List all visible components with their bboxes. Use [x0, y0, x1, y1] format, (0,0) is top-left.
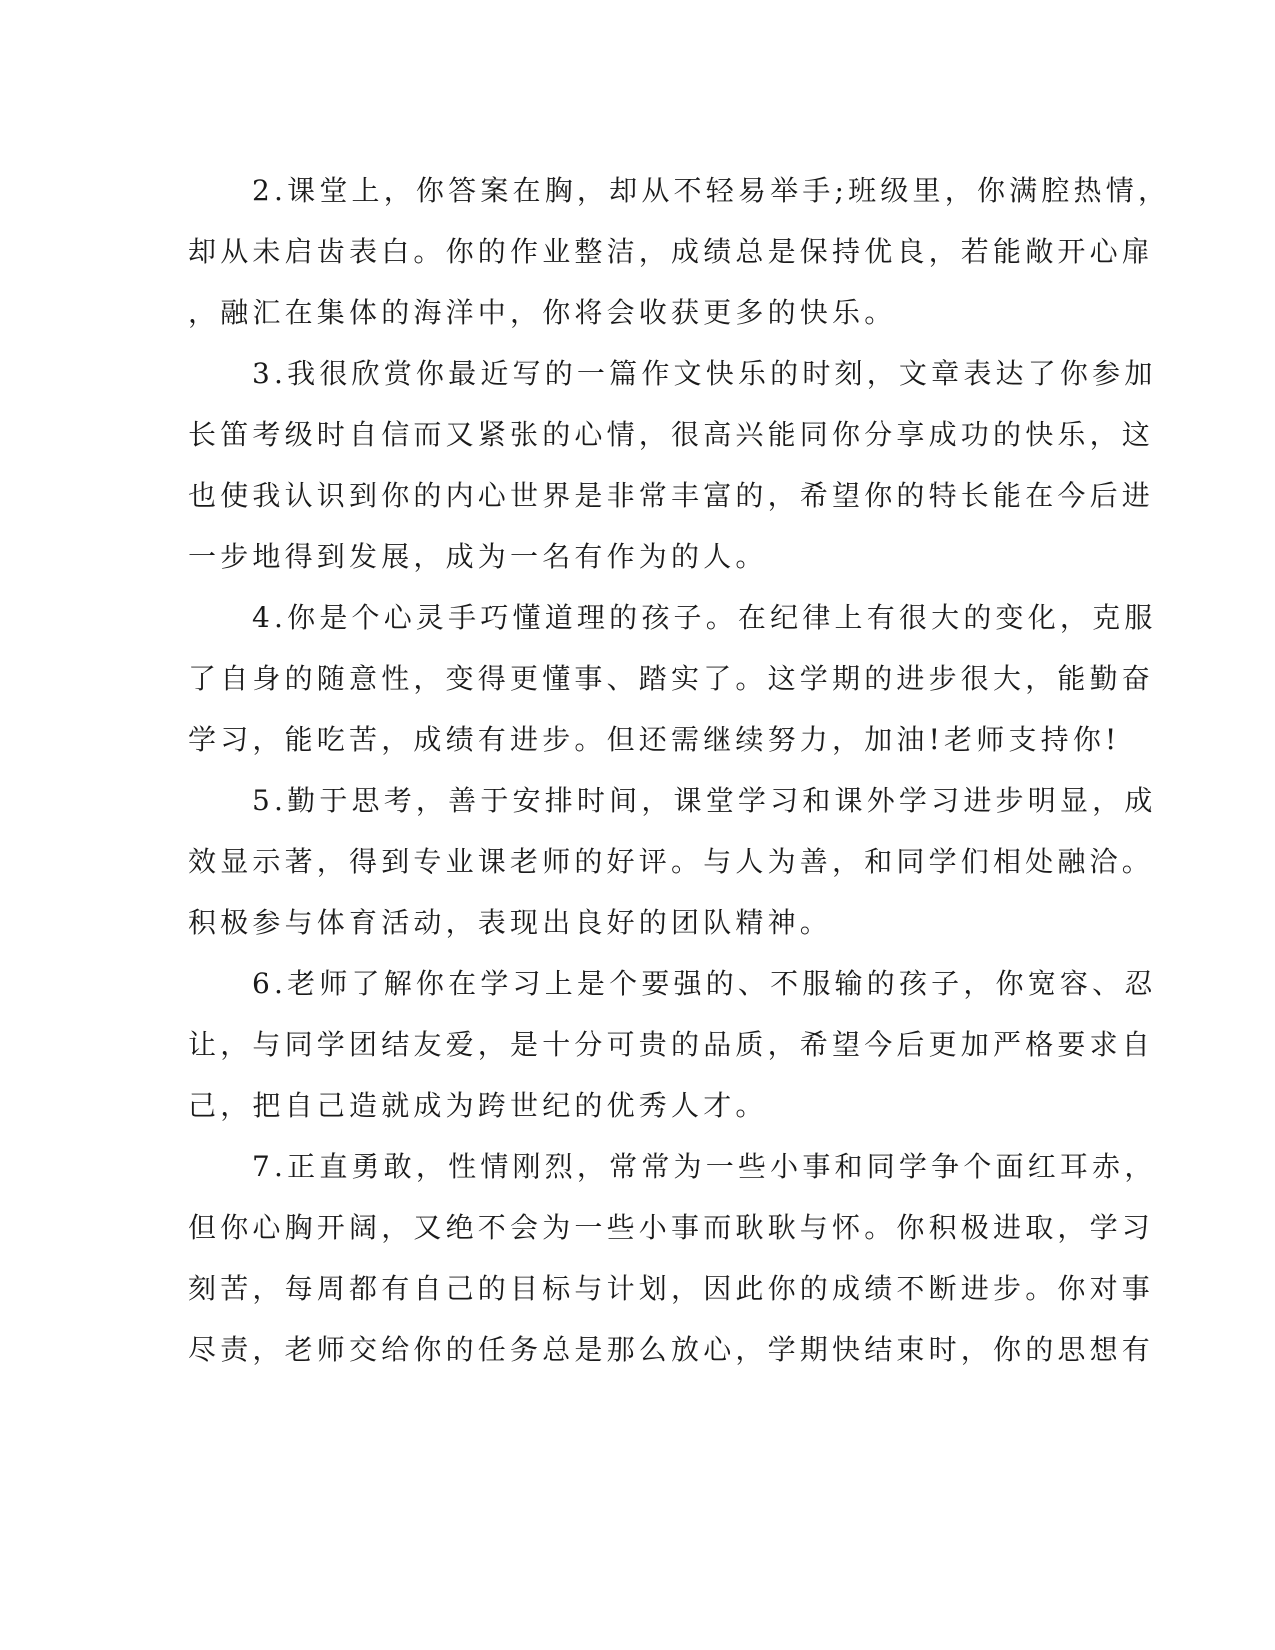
paragraph: [188, 953, 1157, 1136]
text-line: 学习，能吃苦，成绩有进步。但还需继续努力，加油!老师支持你!: [188, 723, 1121, 756]
text-line: 但你心胸开阔，又绝不会为一些小事而耿耿与怀。你积极进取，学习: [188, 1211, 1155, 1244]
paragraph: [188, 160, 1171, 343]
text-line: 刻苦，每周都有自己的目标与计划，因此你的成绩不断进步。你对事: [188, 1272, 1155, 1305]
text-line: 让，与同学团结友爱，是十分可贵的品质，希望今后更加严格要求自: [188, 1028, 1155, 1061]
text-line: 了自身的随意性，变得更懂事、踏实了。这学期的进步很大，能勤奋: [188, 662, 1155, 695]
text-line: 一步地得到发展，成为一名有作为的人。: [188, 540, 768, 573]
text-line: 己，把自己造就成为跨世纪的优秀人才。: [188, 1089, 768, 1122]
text-line: 却从未启齿表白。你的作业整洁，成绩总是保持优良，若能敞开心扉: [188, 235, 1155, 268]
paragraph: [188, 770, 1157, 953]
paragraph: [188, 587, 1157, 770]
text-line: 6.老师了解你在学习上是个要强的、不服输的孩子，你宽容、忍: [252, 967, 1157, 1000]
text-line: 4.你是个心灵手巧懂道理的孩子。在纪律上有很大的变化，克服: [252, 601, 1157, 634]
document-body: [188, 160, 1171, 1380]
text-line: 5.勤于思考，善于安排时间，课堂学习和课外学习进步明显，成: [252, 784, 1157, 817]
paragraph: [188, 343, 1157, 587]
text-line: 3.我很欣赏你最近写的一篇作文快乐的时刻，文章表达了你参加: [252, 357, 1157, 390]
text-line: 积极参与体育活动，表现出良好的团队精神。: [188, 906, 833, 939]
text-line: 也使我认识到你的内心世界是非常丰富的，希望你的特长能在今后进: [188, 479, 1155, 512]
text-line: 2.课堂上，你答案在胸，却从不轻易举手;班级里，你满腔热情，: [252, 174, 1171, 207]
text-line: 效显示著，得到专业课老师的好评。与人为善，和同学们相处融洽。: [188, 845, 1155, 878]
text-line: 尽责，老师交给你的任务总是那么放心，学期快结束时，你的思想有: [188, 1333, 1155, 1366]
text-line: 长笛考级时自信而又紧张的心情，很高兴能同你分享成功的快乐，这: [188, 418, 1155, 451]
text-line: 7.正直勇敢，性情刚烈，常常为一些小事和同学争个面红耳赤，: [252, 1150, 1157, 1183]
paragraph: [188, 1136, 1157, 1380]
text-line: ，融汇在集体的海洋中，你将会收获更多的快乐。: [188, 296, 897, 329]
